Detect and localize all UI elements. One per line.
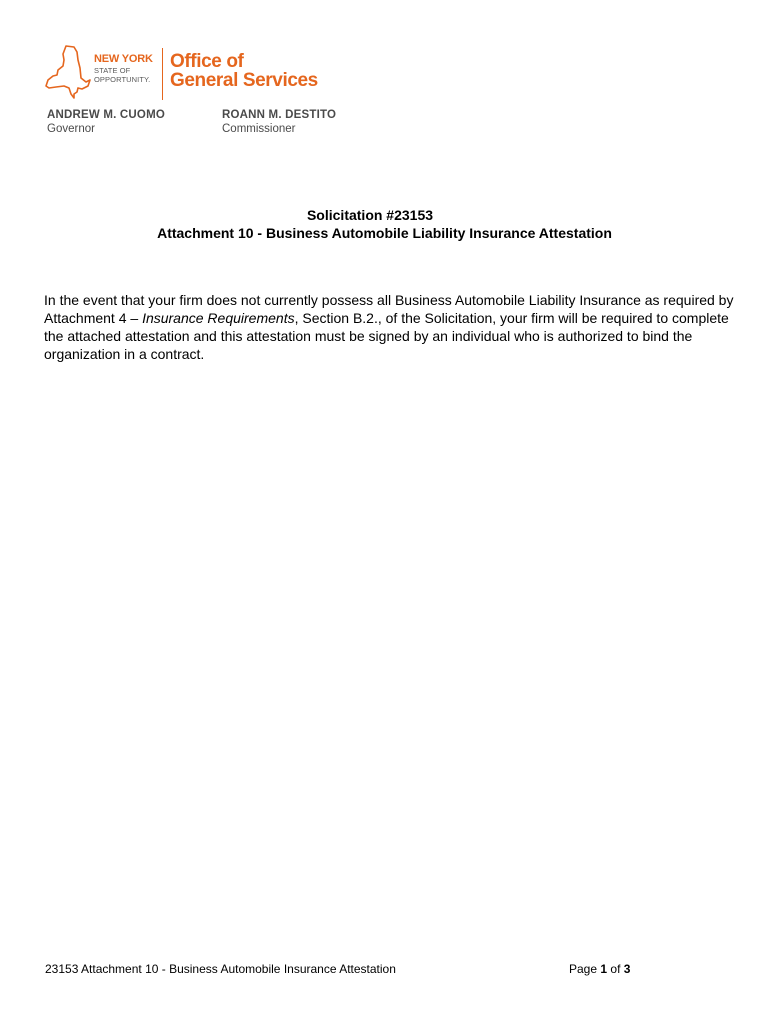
logo-divider xyxy=(162,48,163,100)
solicitation-number: Solicitation #23153 xyxy=(306,207,434,223)
body-text-emphasis: Insurance Requirements xyxy=(142,310,295,326)
state-wordmark-title: NEW YORK xyxy=(94,53,153,65)
official-name: ROANN M. DESTITO xyxy=(222,109,337,121)
document-heading xyxy=(0,206,770,242)
body-text-part: , Section B.2., of the Solicitation, your firm will be required to complete the attached attestation and this attestation must be signed by an individual who is authorized to bind the organization in a contract. xyxy=(44,310,729,362)
state-wordmark-line: OPPORTUNITY. xyxy=(94,74,151,84)
official-governor xyxy=(47,110,165,135)
page-current: 1 xyxy=(600,962,608,976)
agency-name xyxy=(170,52,318,90)
page-of: of xyxy=(610,962,621,976)
page-total: 3 xyxy=(623,962,631,976)
agency-name-line1: Office of xyxy=(170,51,244,72)
page-number xyxy=(569,962,630,977)
attachment-title: Attachment 10 - Business Automobile Liability Insurance Attestation xyxy=(157,225,612,241)
official-name: ANDREW M. CUOMO xyxy=(47,109,165,121)
body-text-part: In the event that your firm does not currently possess all Business Automobile Liability Insurance as required by Attachment 4 – xyxy=(44,292,734,326)
official-title: Governor xyxy=(47,122,95,135)
new-york-state-wordmark xyxy=(94,54,153,83)
new-york-state-map-icon xyxy=(44,44,92,100)
official-commissioner xyxy=(222,110,336,135)
body-paragraph xyxy=(44,291,734,363)
agency-name-line2: General Services xyxy=(170,70,318,91)
footer-document-title: 23153 Attachment 10 - Business Automobile Insurance Attestation xyxy=(45,962,396,976)
state-wordmark-line: STATE OF xyxy=(94,66,131,75)
letterhead xyxy=(44,44,364,104)
official-title: Commissioner xyxy=(222,122,296,135)
page-label: Page xyxy=(569,962,598,976)
